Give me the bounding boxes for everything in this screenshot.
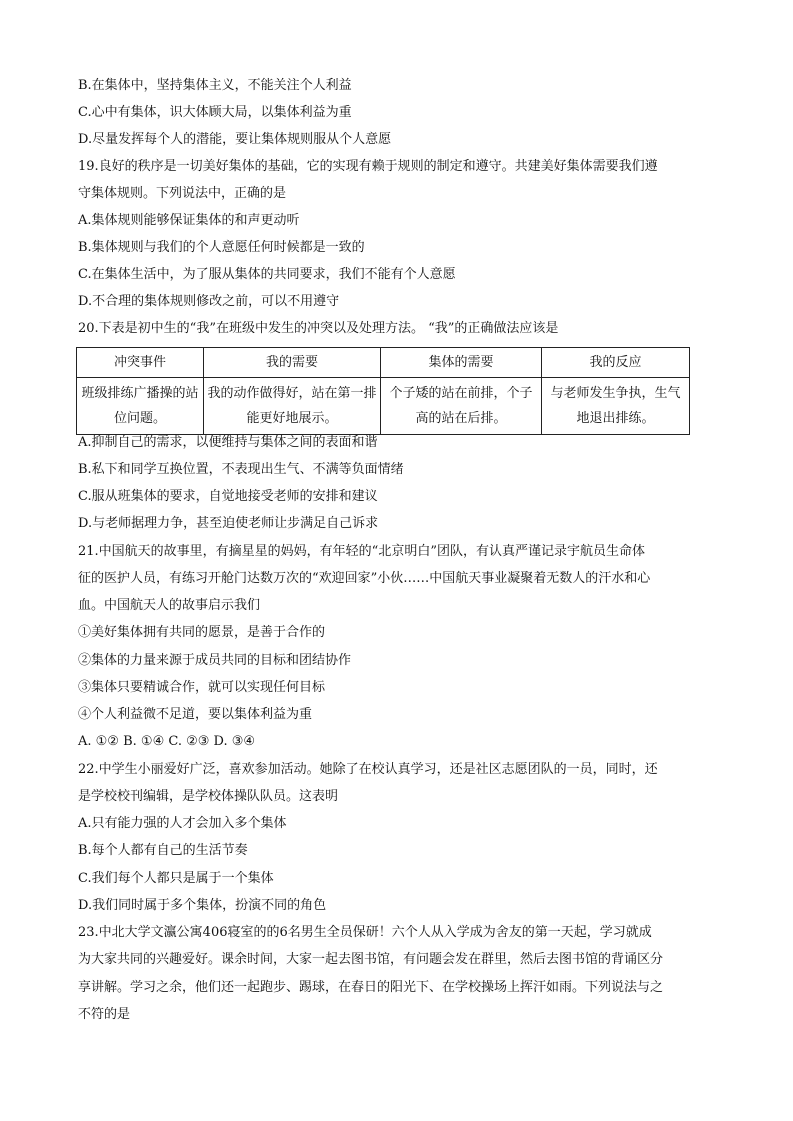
option-19c: C.在集体生活中，为了服从集体的共同要求，我们不能有个人意愿 — [78, 267, 456, 282]
table-cell: 我的动作做得好，站在第一排能更好地展示。 — [204, 378, 381, 435]
question-23-stem-line4: 不符的是 — [78, 1007, 131, 1022]
option-19b: B.集体规则与我们的个人意愿任何时候都是一致的 — [78, 240, 365, 255]
option-22b: B.每个人都有自己的生活节奏 — [78, 843, 248, 858]
table-header-cell: 集体的需要 — [381, 348, 542, 378]
question-23-stem-line3: 享讲解。学习之余，他们还一起跑步、踢球，在春日的阳光下、在学校操场上挥汗如雨。下列说法与之 — [78, 980, 664, 995]
question-19-stem-line1: 19.良好的秩序是一切美好集体的基础，它的实现有赖于规则的制定和遵守。共建美好集体需要我们遵 — [78, 159, 658, 174]
table-cell: 个子矮的站在前排，个子高的站在后排。 — [381, 378, 542, 435]
option-19d: D.不合理的集体规则修改之前，可以不用遵守 — [78, 294, 340, 309]
option-22d: D.我们同时属于多个集体，扮演不同的角色 — [78, 898, 327, 913]
table-cell: 班级排练广播操的站位问题。 — [77, 378, 204, 435]
question-19-stem-line2: 守集体规则。下列说法中，正确的是 — [78, 186, 287, 201]
question-20-stem: 20.下表是初中生的“我”在班级中发生的冲突以及处理方法。 “我”的正确做法应该是 — [78, 321, 559, 336]
option-20a: A.抑制自己的需求，以便维持与集体之间的表面和谐 — [78, 435, 378, 450]
statement-2: ②集体的力量来源于成员共同的目标和团结协作 — [78, 653, 352, 668]
table-header-cell: 冲突事件 — [77, 348, 204, 378]
statement-3: ③集体只要精诚合作，就可以实现任何目标 — [78, 680, 326, 695]
table-row — [77, 378, 690, 435]
question-21-stem-line2: 征的医护人员，有练习开舱门达数万次的“欢迎回家”小伙……中国航天事业凝聚着无数人的汗水和心 — [78, 571, 651, 586]
question-23-stem-line2: 为大家共同的兴趣爱好。课余时间，大家一起去图书馆，有问题会发在群里，然后去图书馆的背诵区分 — [78, 952, 664, 967]
option-19a: A.集体规则能够保证集体的和声更动听 — [78, 213, 300, 228]
conflict-table — [76, 347, 690, 435]
question-21-stem-line1: 21.中国航天的故事里，有摘星星的妈妈，有年轻的“北京明白”团队，有认真严谨记录宇航员生命体 — [78, 544, 645, 559]
option-18d: D.尽量发挥每个人的潜能，要让集体规则服从个人意愿 — [78, 132, 392, 147]
option-20b: B.私下和同学互换位置，不表现出生气、不满等负面情绪 — [78, 462, 404, 477]
question-22-stem-line2: 是学校校刊编辑，是学校体操队队员。这表明 — [78, 789, 339, 804]
statement-4: ④个人利益微不足道，要以集体利益为重 — [78, 707, 313, 722]
table-cell: 与老师发生争执，生气地退出排练。 — [542, 378, 690, 435]
question-21-stem-line3: 血。中国航天人的故事启示我们 — [78, 598, 261, 613]
option-20c: C.服从班集体的要求，自觉地接受老师的安排和建议 — [78, 489, 378, 504]
question-22-stem-line1: 22.中学生小丽爱好广泛，喜欢参加活动。她除了在校认真学习，还是社区志愿团队的一员，同时，还 — [78, 762, 658, 777]
question-21-options: A. ①② B. ①④ C. ②③ D. ③④ — [78, 734, 256, 749]
table-header-cell: 我的需要 — [204, 348, 381, 378]
option-22a: A.只有能力强的人才会加入多个集体 — [78, 816, 287, 831]
statement-1: ①美好集体拥有共同的愿景，是善于合作的 — [78, 625, 326, 640]
question-23-stem-line1: 23.中北大学文瀛公寓406寝室的的6名男生全员保研！六个人从入学成为舍友的第一天起，学习就成 — [78, 925, 652, 940]
option-18c: C.心中有集体，识大体顾大局，以集体利益为重 — [78, 105, 352, 120]
option-22c: C.我们每个人都只是属于一个集体 — [78, 871, 274, 886]
table-header-row — [77, 348, 690, 378]
table-header-cell: 我的反应 — [542, 348, 690, 378]
option-18b: B.在集体中，坚持集体主义，不能关注个人利益 — [78, 78, 352, 93]
option-20d: D.与老师据理力争，甚至迫使老师让步满足自己诉求 — [78, 516, 379, 531]
